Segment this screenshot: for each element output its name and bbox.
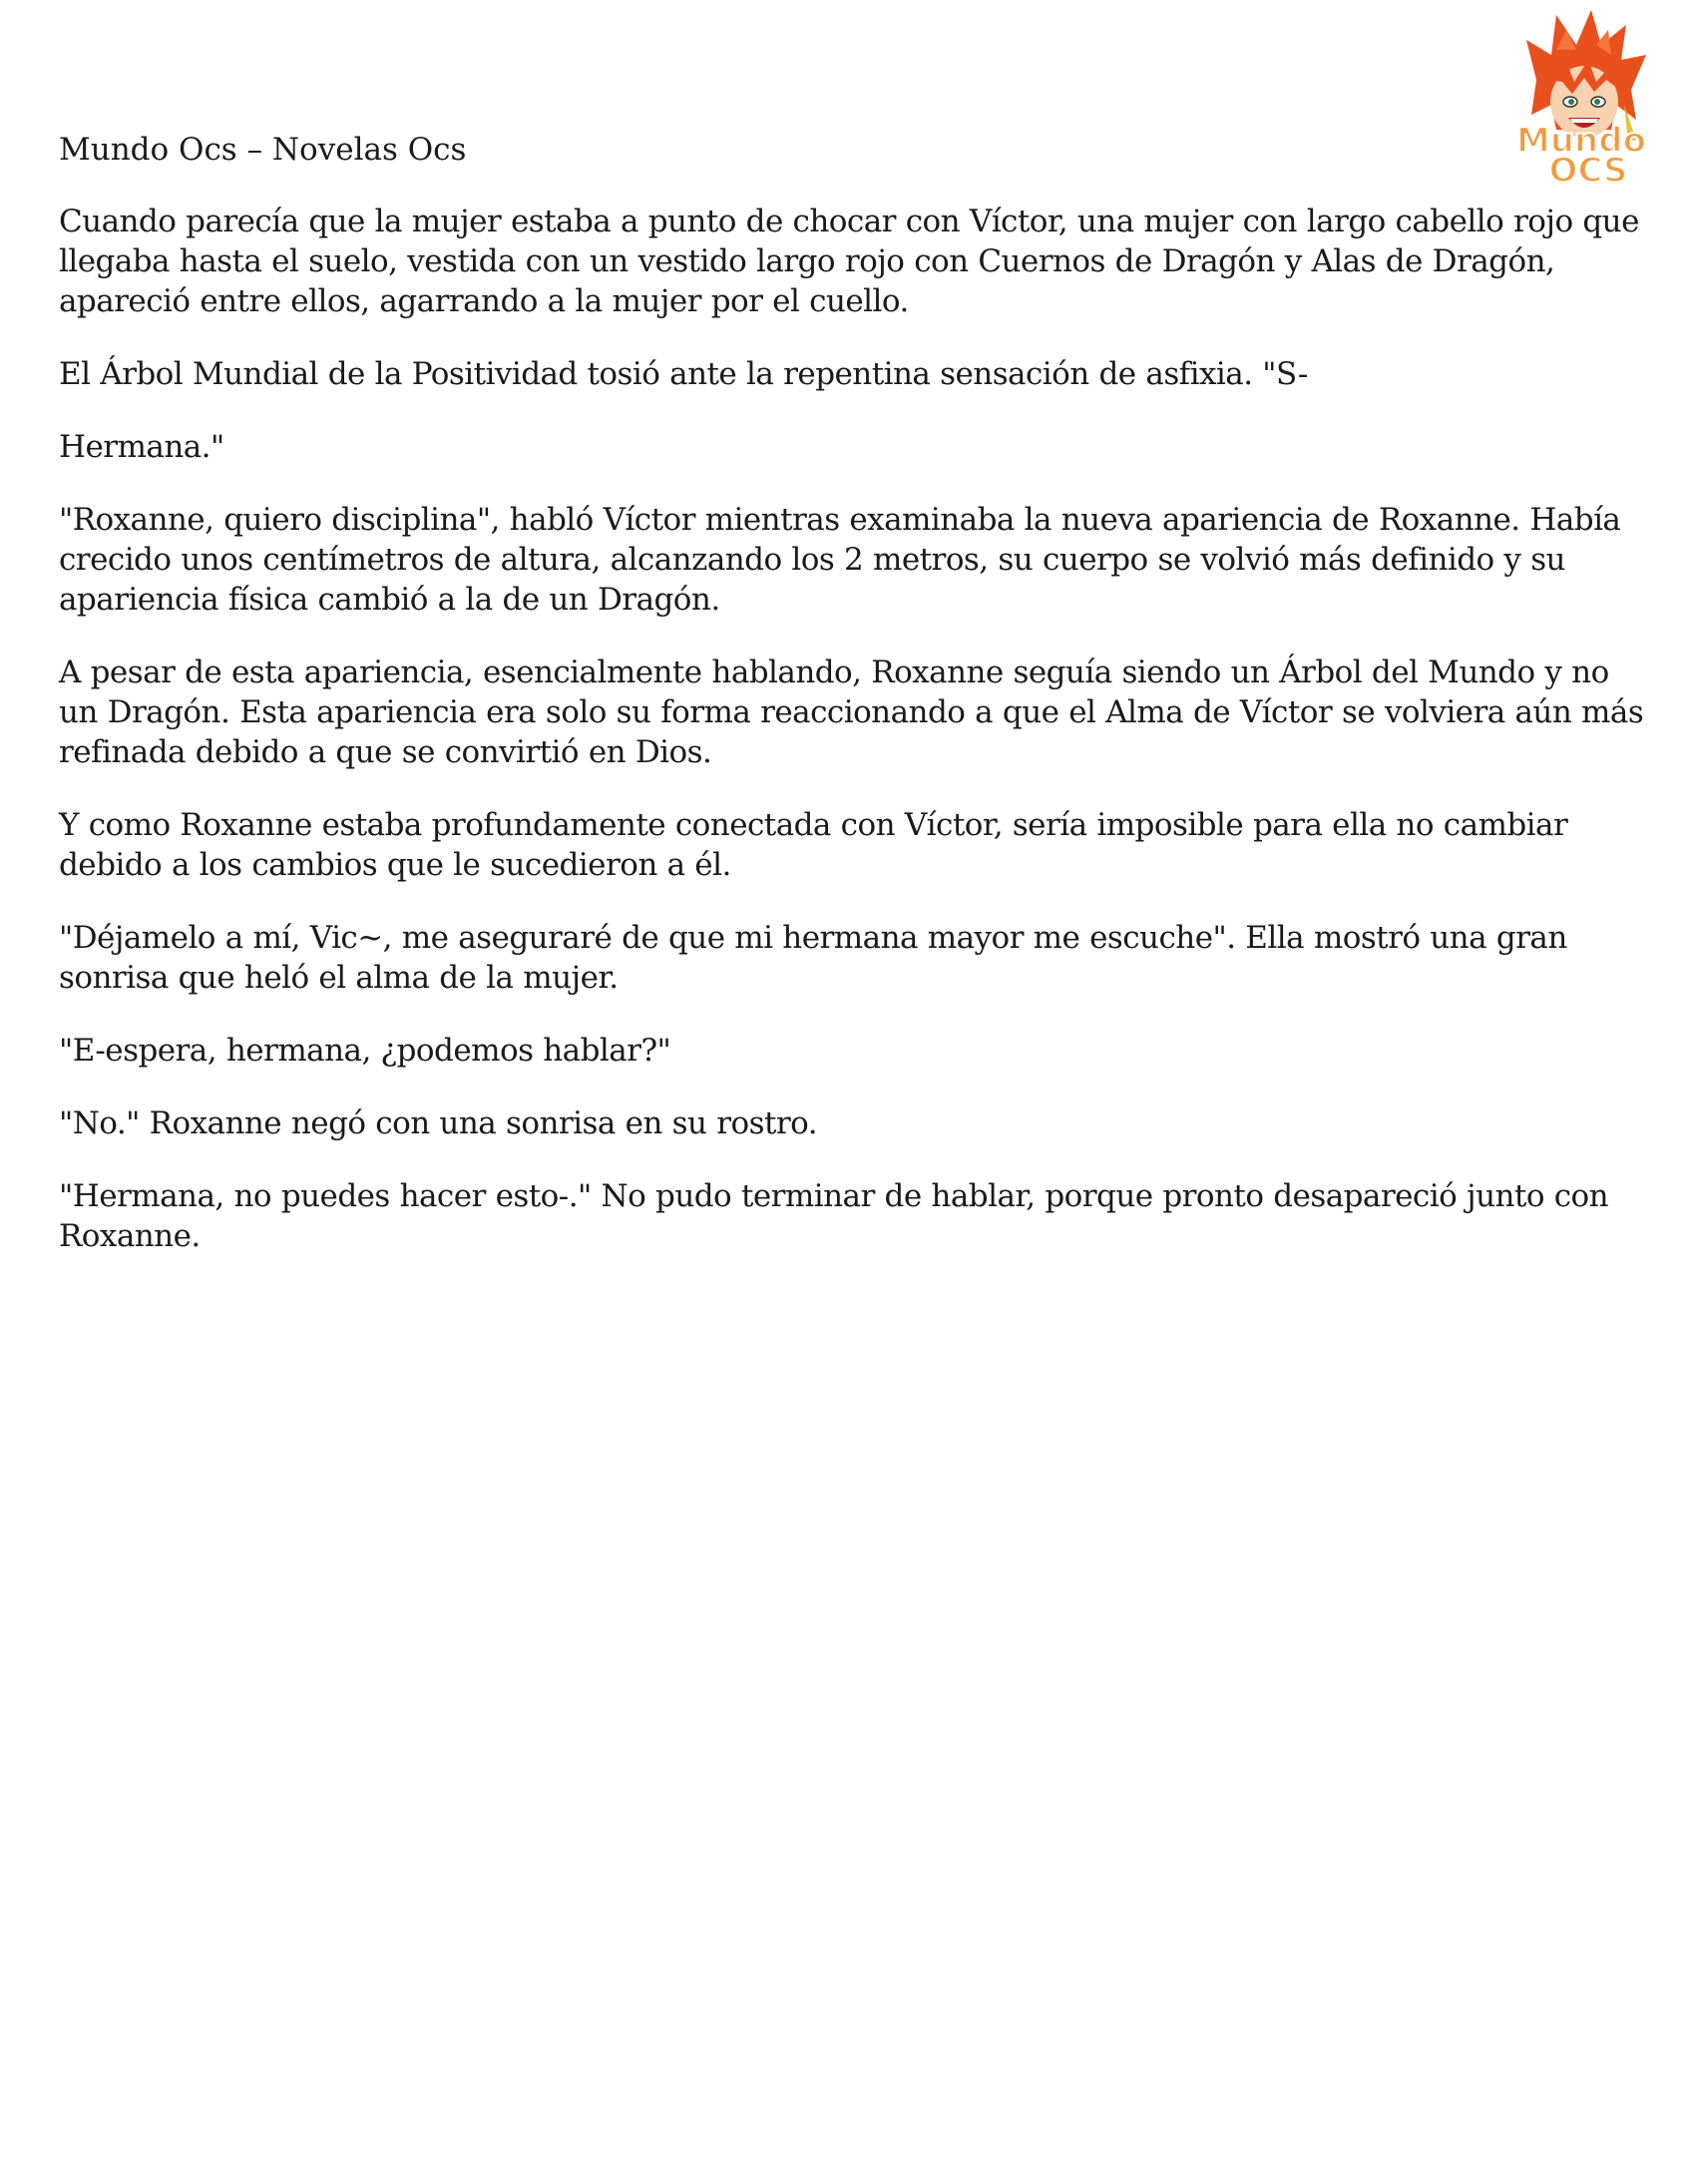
paragraph: "Roxanne, quiero disciplina", habló Víctor mientras examinaba la nueva apariencia de Roxanne. Había crecido unos centímetros de altura, alcanzando los 2 metros, su cuerpo se volvió más definido y su apariencia física cambió a la de un Dragón. — [59, 502, 1621, 618]
paragraph: A pesar de esta apariencia, esencialmente hablando, Roxanne seguía siendo un Árbol del Mundo y no un Dragón. Esta apariencia era solo su forma reaccionando a que el Alma de Víctor se volviera aún más refinada debido a que se convirtió en Dios. — [59, 655, 1644, 770]
paragraph: "No." Roxanne negó con una sonrisa en su rostro. — [59, 1105, 818, 1141]
logo-text-ocs: OCS — [1548, 151, 1628, 185]
paragraph: "Déjamelo a mí, Vic~, me aseguraré de que mi hermana mayor me escuche". Ella mostró una gran sonrisa que heló el alma de la mujer. — [59, 920, 1567, 996]
paragraph: Cuando parecía que la mujer estaba a punto de chocar con Víctor, una mujer con largo cabello rojo que llegaba hasta el suelo, vestida con un vestido largo rojo con Cuernos de Dragón y Alas de Dragón, apareció entre ellos, agarrando a la mujer por el cuello. — [59, 204, 1639, 319]
paragraph: "E-espera, hermana, ¿podemos hablar?" — [59, 1033, 671, 1069]
paragraph: "Hermana, no puedes hacer esto-." No pudo terminar de hablar, porque pronto desapareció junto con Roxanne. — [59, 1178, 1609, 1254]
paragraph: Y como Roxanne estaba profundamente conectada con Víctor, sería imposible para ella no cambiar debido a los cambios que le sucedieron a él. — [59, 807, 1568, 883]
paragraph: El Árbol Mundial de la Positividad tosió ante la repentina sensación de asfixia. "S- — [59, 356, 1308, 392]
paragraph: Hermana." — [59, 429, 224, 465]
site-title: Mundo Ocs – Novelas Ocs — [59, 132, 467, 168]
logo-text-mundo: Mundo — [1516, 121, 1646, 161]
document-body — [59, 130, 1655, 1289]
